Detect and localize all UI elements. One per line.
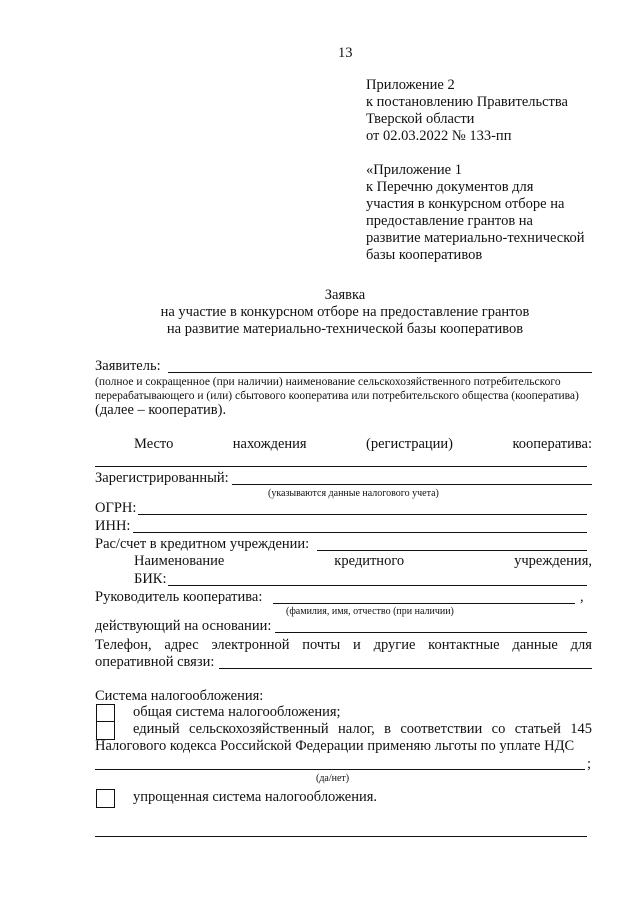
bank-word: учреждения, bbox=[514, 553, 592, 569]
contacts-word: данные bbox=[512, 637, 558, 653]
appendix-1-line: развитие материально-технической bbox=[366, 230, 585, 246]
document-subtitle: на участие в конкурсном отборе на предоставление грантов bbox=[160, 304, 530, 320]
tax-option-simplified-checkbox[interactable] bbox=[96, 789, 115, 808]
bik-label: БИК: bbox=[134, 571, 167, 587]
appendix-1-line: участия в конкурсном отборе на bbox=[366, 196, 565, 212]
location-word: Место bbox=[134, 436, 174, 452]
tax-option-agricultural-label bbox=[133, 721, 592, 738]
tax-word: соответствии bbox=[400, 721, 483, 737]
bottom-input-line[interactable] bbox=[95, 836, 587, 837]
basis-input-line[interactable] bbox=[275, 632, 587, 633]
contacts-word: Телефон, bbox=[95, 637, 152, 653]
head-comma: , bbox=[580, 589, 584, 605]
bank-name-label bbox=[134, 553, 592, 570]
appendix-1-line: «Приложение 1 bbox=[366, 162, 462, 178]
bank-word: кредитного bbox=[334, 553, 405, 569]
applicant-input-line[interactable] bbox=[168, 372, 592, 373]
head-label: Руководитель кооператива: bbox=[95, 589, 263, 605]
location-label bbox=[134, 436, 592, 453]
applicant-label: Заявитель: bbox=[95, 358, 161, 374]
location-word: кооператива: bbox=[512, 436, 592, 452]
tax-system-heading: Система налогообложения: bbox=[95, 688, 264, 704]
tax-word: налог, bbox=[338, 721, 375, 737]
contacts-word: контактные bbox=[428, 637, 500, 653]
inn-input-line[interactable] bbox=[133, 532, 587, 533]
appendix-1-line: к Перечню документов для bbox=[366, 179, 534, 195]
account-label: Рас/счет в кредитном учреждении: bbox=[95, 536, 310, 552]
registered-note: (указываются данные налогового учета) bbox=[268, 488, 439, 499]
semicolon: ; bbox=[587, 756, 592, 772]
applicant-note: (полное и сокращенное (при наличии) наименование сельскохозяйственного потребительского bbox=[95, 376, 561, 388]
tax-option-general-label: общая система налогообложения; bbox=[133, 704, 341, 720]
location-word: (регистрации) bbox=[366, 436, 453, 452]
document-subtitle: на развитие материально-технической базы кооперативов bbox=[166, 321, 524, 337]
tax-word: статьей bbox=[514, 721, 561, 737]
tax-word: единый bbox=[133, 721, 180, 737]
contacts-label bbox=[95, 637, 592, 654]
contacts-label-line2: оперативной связи: bbox=[95, 654, 215, 670]
contacts-word: электронной bbox=[211, 637, 290, 653]
bank-word: Наименование bbox=[134, 553, 225, 569]
contacts-word: адрес bbox=[164, 637, 199, 653]
tax-word: сельскохозяйственный bbox=[189, 721, 329, 737]
applicant-note: перерабатывающего и (или) сбытового кооператива или потребительского общества (кооператива) bbox=[95, 390, 579, 402]
bik-input-line[interactable] bbox=[168, 585, 587, 586]
head-note: (фамилия, имя, отчество (при наличии) bbox=[286, 606, 454, 617]
contacts-input-line[interactable] bbox=[219, 668, 592, 669]
account-input-line[interactable] bbox=[317, 550, 587, 551]
tax-word: со bbox=[491, 721, 506, 737]
inn-label: ИНН: bbox=[95, 518, 131, 534]
tax-word: 145 bbox=[570, 721, 592, 737]
contacts-word: для bbox=[570, 637, 592, 653]
contacts-word: почты bbox=[302, 637, 341, 653]
location-input-line[interactable] bbox=[95, 466, 587, 467]
appendix-2-line: Приложение 2 bbox=[366, 77, 455, 93]
tax-option-simplified-label: упрощенная система налогообложения. bbox=[133, 789, 378, 805]
appendix-2-line: от 02.03.2022 № 133-пп bbox=[366, 128, 512, 144]
appendix-1-line: базы кооперативов bbox=[366, 247, 483, 263]
registered-label: Зарегистрированный: bbox=[95, 470, 229, 486]
ogrn-input-line[interactable] bbox=[138, 514, 587, 515]
tax-word: в bbox=[384, 721, 391, 737]
vat-benefit-input-line[interactable] bbox=[95, 769, 585, 770]
yes-no-note: (да/нет) bbox=[316, 773, 350, 784]
page-number: 13 bbox=[338, 45, 353, 61]
head-input-line[interactable] bbox=[273, 603, 575, 604]
contacts-word: другие bbox=[373, 637, 416, 653]
registered-input-line[interactable] bbox=[232, 484, 592, 485]
contacts-word: и bbox=[353, 637, 361, 653]
basis-label: действующий на основании: bbox=[95, 618, 272, 634]
appendix-2-line: Тверской области bbox=[366, 111, 475, 127]
tax-option-agricultural-label-line2: Налогового кодекса Российской Федерации применяю льготы по уплате НДС bbox=[95, 738, 575, 754]
applicant-note: (далее – кооператив). bbox=[95, 402, 227, 418]
document-title: Заявка bbox=[324, 287, 366, 303]
appendix-2-line: к постановлению Правительства bbox=[366, 94, 568, 110]
ogrn-label: ОГРН: bbox=[95, 500, 137, 516]
location-word: нахождения bbox=[232, 436, 307, 452]
appendix-1-line: предоставление грантов на bbox=[366, 213, 533, 229]
